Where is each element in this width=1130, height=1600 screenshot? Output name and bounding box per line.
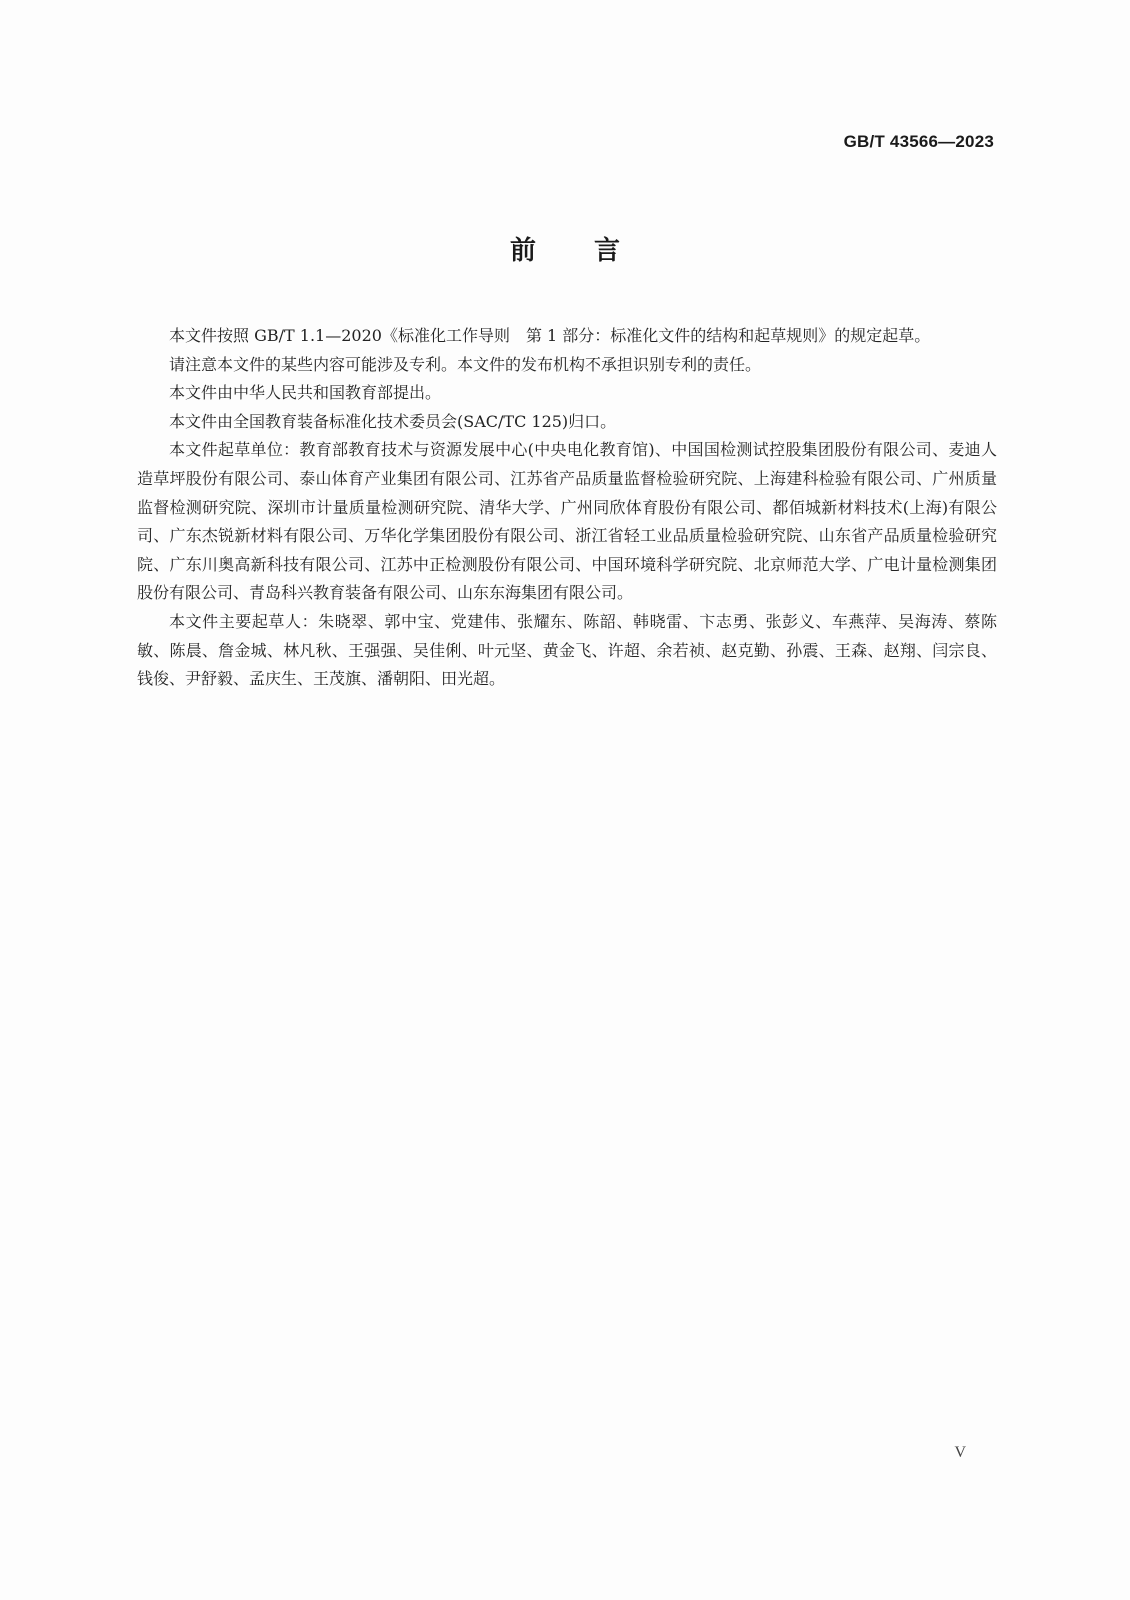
standard-code: GB/T 43566—2023 (843, 132, 994, 151)
paragraph-proposer: 本文件由中华人民共和国教育部提出。 (169, 383, 442, 403)
paragraph-committee: 本文件由全国教育装备标准化技术委员会(SAC/TC 125)归口。 (169, 411, 617, 431)
page-title: 前言 (509, 236, 678, 266)
foreword-body (137, 322, 997, 694)
paragraph-drafters: 本文件主要起草人：朱晓翠、郭中宝、党建伟、张耀东、陈韶、韩晓雷、卞志勇、张彭义、车燕萍、吴海涛、蔡陈敏、陈晨、詹金城、林凡秋、王强强、吴佳俐、叶元坚、黄金飞、许超、余若祯、赵克勤、孙震、王森、赵翔、闫宗良、钱俊、尹舒毅、孟庆生、王茂旗、潘朝阳、田光超。 (137, 611, 997, 689)
paragraph-drafting-units: 本文件起草单位：教育部教育技术与资源发展中心(中央电化教育馆)、中国国检测试控股集团股份有限公司、麦迪人造草坪股份有限公司、泰山体育产业集团有限公司、江苏省产品质量监督检验研究院、上海建科检验有限公司、广州质量监督检测研究院、深圳市计量质量检测研究院、清华大学、广州同欣体育股份有限公司、都佰城新材料技术(上海)有限公司、广东杰锐新材料有限公司、万华化学集团股份有限公司、浙江省轻工业品质量检验研究院、山东省产品质量检验研究院、广东川奥高新科技有限公司、江苏中正检测股份有限公司、中国环境科学研究院、北京师范大学、广电计量检测集团股份有限公司、青岛科兴教育装备有限公司、山东东海集团有限公司。 (137, 440, 997, 603)
paragraph-drafting-basis: 本文件按照 GB/T 1.1—2020《标准化工作导则 第 1 部分：标准化文件的结构和起草规则》的规定起草。 (169, 326, 931, 345)
page-number: V (954, 1444, 966, 1461)
paragraph-patent-notice: 请注意本文件的某些内容可能涉及专利。本文件的发布机构不承担识别专利的责任。 (169, 354, 762, 374)
